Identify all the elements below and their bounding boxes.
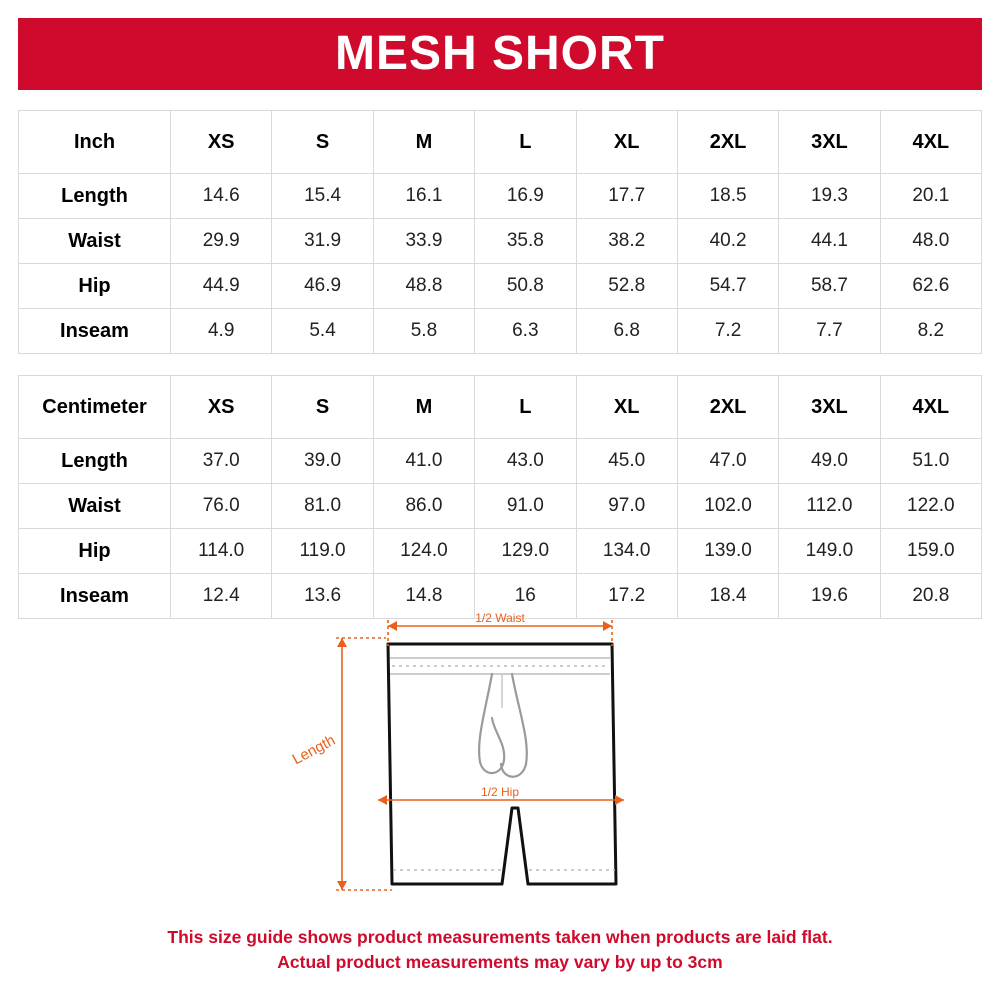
table-header-row bbox=[19, 376, 982, 439]
table-row bbox=[19, 529, 982, 574]
table-cell: 134.0 bbox=[576, 529, 677, 574]
footer-note-line-1: This size guide shows product measurements taken when products are laid flat. bbox=[167, 927, 833, 947]
column-header: XL bbox=[576, 376, 677, 439]
column-header: 3XL bbox=[779, 376, 880, 439]
shorts-measurement-diagram bbox=[280, 612, 720, 912]
table-cell: 51.0 bbox=[880, 439, 981, 484]
table-row bbox=[19, 174, 982, 219]
length-dimension-line bbox=[336, 638, 392, 890]
length-label: Length bbox=[289, 731, 339, 769]
table-cell: 48.0 bbox=[880, 219, 981, 264]
table-cell: 139.0 bbox=[677, 529, 778, 574]
table-row bbox=[19, 484, 982, 529]
table-cell: 49.0 bbox=[779, 439, 880, 484]
table-cell: 12.4 bbox=[171, 574, 272, 619]
row-label: Waist bbox=[19, 484, 171, 529]
footer-note bbox=[0, 925, 1000, 976]
column-header: XL bbox=[576, 111, 677, 174]
table-cell: 33.9 bbox=[373, 219, 474, 264]
column-header: 2XL bbox=[677, 376, 778, 439]
table-cell: 44.1 bbox=[779, 219, 880, 264]
table-cell: 62.6 bbox=[880, 264, 981, 309]
column-header: L bbox=[475, 111, 576, 174]
table-cell: 7.7 bbox=[779, 309, 880, 354]
table-row bbox=[19, 264, 982, 309]
table-cell: 50.8 bbox=[475, 264, 576, 309]
size-table-centimeter bbox=[18, 375, 982, 619]
table-cell: 40.2 bbox=[677, 219, 778, 264]
column-header: 3XL bbox=[779, 111, 880, 174]
table-cell: 54.7 bbox=[677, 264, 778, 309]
table-cell: 4.9 bbox=[171, 309, 272, 354]
table-cell: 13.6 bbox=[272, 574, 373, 619]
header-banner bbox=[18, 18, 982, 90]
column-header: L bbox=[475, 376, 576, 439]
table-cell: 47.0 bbox=[677, 439, 778, 484]
table-cell: 29.9 bbox=[171, 219, 272, 264]
table-cell: 20.1 bbox=[880, 174, 981, 219]
table-cell: 14.8 bbox=[373, 574, 474, 619]
table-cell: 129.0 bbox=[475, 529, 576, 574]
table-cell: 16 bbox=[475, 574, 576, 619]
table-cell: 15.4 bbox=[272, 174, 373, 219]
table-cell: 91.0 bbox=[475, 484, 576, 529]
table-cell: 43.0 bbox=[475, 439, 576, 484]
table-cell: 76.0 bbox=[171, 484, 272, 529]
table-cell: 14.6 bbox=[171, 174, 272, 219]
table-cell: 17.7 bbox=[576, 174, 677, 219]
row-label: Inseam bbox=[19, 309, 171, 354]
table-cell: 5.4 bbox=[272, 309, 373, 354]
hip-label: 1/2 Hip bbox=[480, 785, 520, 799]
table-cell: 18.4 bbox=[677, 574, 778, 619]
column-header: S bbox=[272, 376, 373, 439]
table-cell: 8.2 bbox=[880, 309, 981, 354]
table-cell: 31.9 bbox=[272, 219, 373, 264]
table-cell: 6.3 bbox=[475, 309, 576, 354]
column-header: M bbox=[373, 111, 474, 174]
column-header: XS bbox=[171, 376, 272, 439]
table-cell: 19.3 bbox=[779, 174, 880, 219]
table-cell: 38.2 bbox=[576, 219, 677, 264]
footer-note-line-2: Actual product measurements may vary by up to 3cm bbox=[277, 952, 723, 973]
table-cell: 35.8 bbox=[475, 219, 576, 264]
table-row bbox=[19, 439, 982, 484]
table-cell: 44.9 bbox=[171, 264, 272, 309]
table-cell: 52.8 bbox=[576, 264, 677, 309]
table-cell: 7.2 bbox=[677, 309, 778, 354]
table-cell: 122.0 bbox=[880, 484, 981, 529]
table-cell: 45.0 bbox=[576, 439, 677, 484]
column-header: 2XL bbox=[677, 111, 778, 174]
unit-label-centimeter: Centimeter bbox=[19, 376, 171, 439]
size-table-inch bbox=[18, 110, 982, 354]
table-cell: 112.0 bbox=[779, 484, 880, 529]
row-label: Length bbox=[19, 174, 171, 219]
page-title: MESH SHORT bbox=[334, 27, 665, 80]
table-cell: 159.0 bbox=[880, 529, 981, 574]
table-cell: 124.0 bbox=[373, 529, 474, 574]
table-cell: 97.0 bbox=[576, 484, 677, 529]
row-label: Waist bbox=[19, 219, 171, 264]
table-cell: 37.0 bbox=[171, 439, 272, 484]
table-cell: 41.0 bbox=[373, 439, 474, 484]
table-cell: 119.0 bbox=[272, 529, 373, 574]
table-cell: 58.7 bbox=[779, 264, 880, 309]
table-cell: 16.9 bbox=[475, 174, 576, 219]
table-cell: 17.2 bbox=[576, 574, 677, 619]
row-label: Hip bbox=[19, 264, 171, 309]
table-cell: 16.1 bbox=[373, 174, 474, 219]
waist-label: 1/2 Waist bbox=[475, 612, 525, 625]
table-cell: 5.8 bbox=[373, 309, 474, 354]
column-header: 4XL bbox=[880, 376, 981, 439]
column-header: 4XL bbox=[880, 111, 981, 174]
table-cell: 39.0 bbox=[272, 439, 373, 484]
table-cell: 20.8 bbox=[880, 574, 981, 619]
table-cell: 48.8 bbox=[373, 264, 474, 309]
table-row bbox=[19, 219, 982, 264]
column-header: M bbox=[373, 376, 474, 439]
table-row bbox=[19, 309, 982, 354]
column-header: XS bbox=[171, 111, 272, 174]
table-cell: 102.0 bbox=[677, 484, 778, 529]
table-cell: 86.0 bbox=[373, 484, 474, 529]
table-cell: 114.0 bbox=[171, 529, 272, 574]
table-cell: 18.5 bbox=[677, 174, 778, 219]
row-label: Inseam bbox=[19, 574, 171, 619]
table-cell: 81.0 bbox=[272, 484, 373, 529]
table-cell: 19.6 bbox=[779, 574, 880, 619]
column-header: S bbox=[272, 111, 373, 174]
unit-label-inch: Inch bbox=[19, 111, 171, 174]
row-label: Length bbox=[19, 439, 171, 484]
table-cell: 6.8 bbox=[576, 309, 677, 354]
table-cell: 46.9 bbox=[272, 264, 373, 309]
table-header-row bbox=[19, 111, 982, 174]
table-cell: 149.0 bbox=[779, 529, 880, 574]
row-label: Hip bbox=[19, 529, 171, 574]
